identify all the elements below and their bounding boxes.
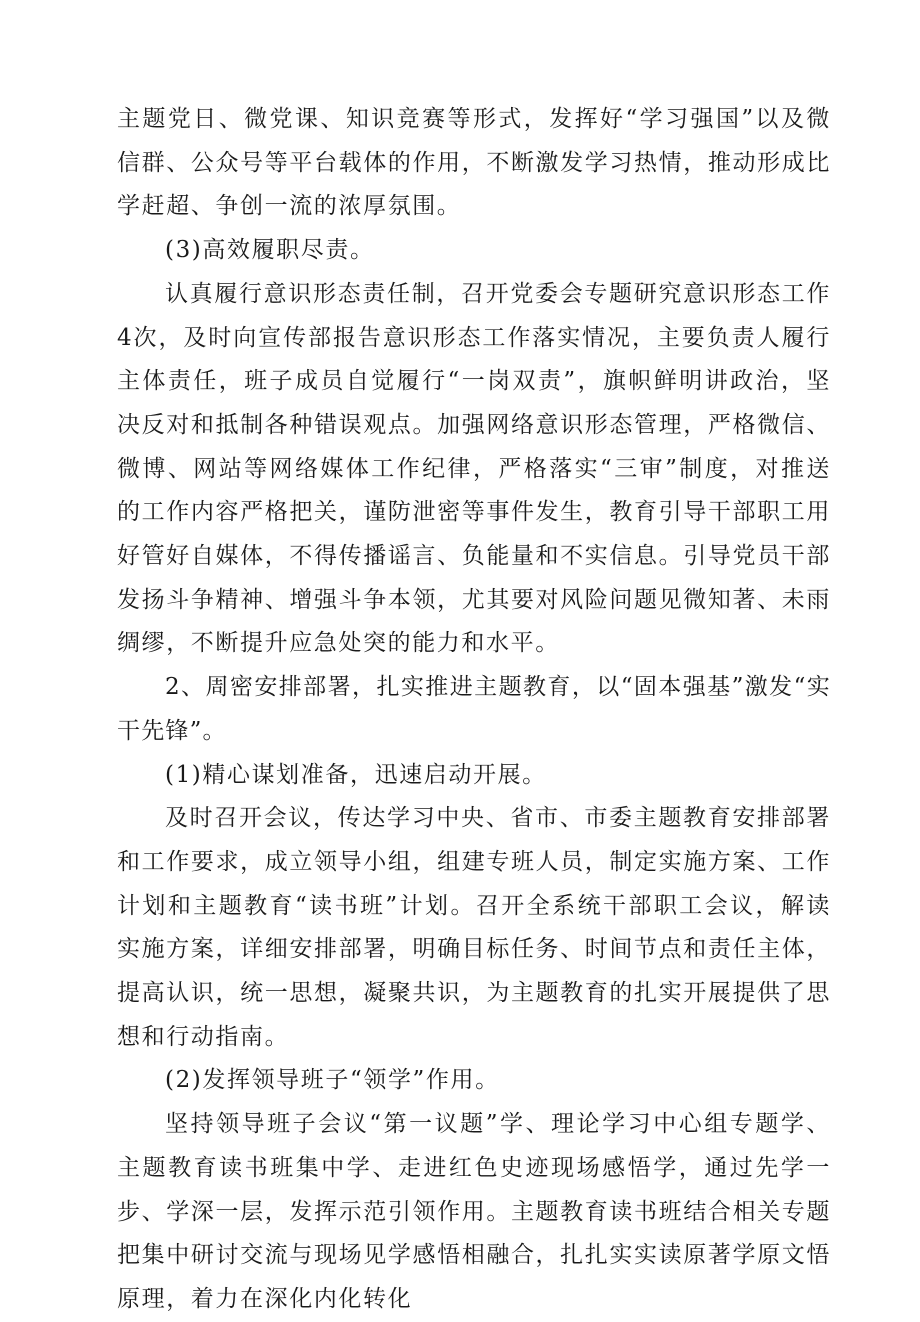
section-heading-2: 2、周密安排部署，扎实推进主题教育，以“固本强基”激发“实干先锋”。 (117, 674, 831, 744)
subheading-efficient-duty: (3)高效履职尽责。 (165, 237, 375, 264)
paragraph-leadership-study: 坚持领导班子会议“第一议题”学、理论学习中心组专题学、主题教育读书班集中学、走进红色史迹现场感悟学，通过先学一步、学深一层，发挥示范引领作用。主题教育读书班结合相关专题把集中研讨交流与现场见学感悟相融合，扎扎实实读原著学原文悟原理，着力在深化内化转化 (117, 1111, 831, 1312)
paragraph-meeting-arrangement: 及时召开会议，传达学习中央、省市、市委主题教育安排部署和工作要求，成立领导小组，组建专班人员，制定实施方案、工作计划和主题教育“读书班”计划。召开全系统干部职工会议，解读实施方案，详细安排部署，明确目标任务、时间节点和责任主体，提高认识，统一思想，凝聚共识，为主题教育的扎实开展提供了思想和行动指南。 (117, 805, 831, 1050)
document-body (117, 98, 831, 1322)
paragraph-continuation: 主题党日、微党课、知识竞赛等形式，发挥好“学习强国”以及微信群、公众号等平台载体的作用，不断激发学习热情，推动形成比学赶超、争创一流的浓厚氛围。 (117, 106, 831, 220)
subheading-leadership-study: (2)发挥领导班子“领学”作用。 (165, 1067, 500, 1094)
subheading-careful-planning: (1)精心谋划准备，迅速启动开展。 (165, 761, 547, 788)
paragraph-ideology-responsibility: 认真履行意识形态责任制，召开党委会专题研究意识形态工作4次，及时向宣传部报告意识形态工作落实情况，主要负责人履行主体责任，班子成员自觉履行“一岗双责”，旗帜鲜明讲政治，坚决反对和抵制各种错误观点。加强网络意识形态管理，严格微信、微博、网站等网络媒体工作纪律，严格落实“三审”制度，对推送的工作内容严格把关，谨防泄密等事件发生，教育引导干部职工用好管好自媒体，不得传播谣言、负能量和不实信息。引导党员干部发扬斗争精神、增强斗争本领，尤其要对风险问题见微知著、未雨绸缪，不断提升应急处突的能力和水平。 (117, 280, 831, 657)
